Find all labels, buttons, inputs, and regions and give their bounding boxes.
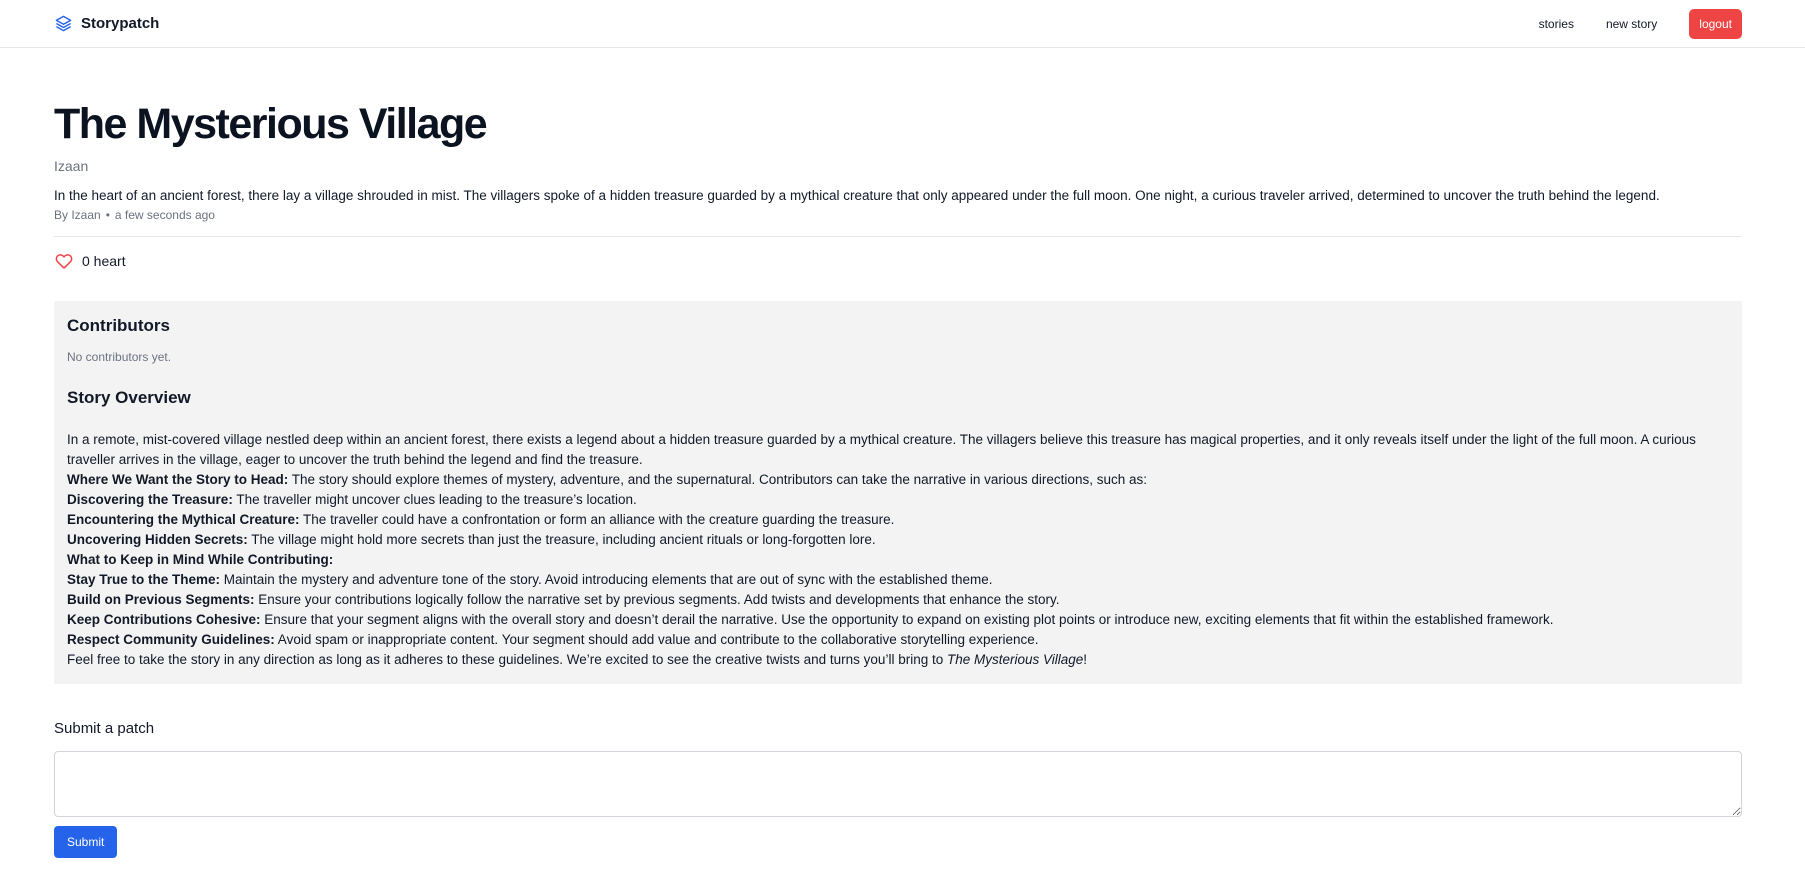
heart-icon [54,251,74,271]
nav-links [1539,9,1742,39]
overview-text: In a remote, mist-covered village nestled deep within an ancient forest, there exists a legend about a hidden treasure guarded by a mythical creature. The villagers believe this treasure has magical properties, and it only reveals itself under the light of the full moon. A curious traveller arrives in the village, eager to uncover the truth behind the legend and find the treasure. [67,432,1696,467]
no-contributors-text: No contributors yet. [67,350,172,364]
closing-story-title: The Mysterious Village [946,652,1084,667]
overview-line [67,470,1729,490]
closing-punctuation: ! [1083,652,1088,667]
logout-button[interactable]: logout [1689,9,1742,39]
story-intro: In the heart of an ancient forest, there lay a village shrouded in mist. The villagers spoke of a hidden treasure guarded by a mythical creature that only appeared under the full moon. One night, a curious traveler arrived, determined to uncover the truth behind the legend. [54,188,1660,203]
overview-label: Discovering the Treasure: [67,492,233,507]
meta-separator: • [105,208,110,222]
top-navbar [0,0,1805,48]
brand-name: Storypatch [81,15,160,32]
divider [54,236,1742,237]
overview-heading: Story Overview [67,388,191,407]
heart-row [54,251,1742,271]
overview-text: Maintain the mystery and adventure tone of the story. Avoid introducing elements that are out of sync with the established theme. [220,572,993,587]
overview-label: Stay True to the Theme: [67,572,221,587]
overview-text: The traveller might uncover clues leading to the treasure’s location. [232,492,637,507]
overview-line [67,430,1729,470]
overview-line [67,590,1729,610]
patch-label: Submit a patch [54,720,155,737]
story-author: Izaan [54,158,89,174]
overview-label: Respect Community Guidelines: [67,632,275,647]
overview-line [67,570,1729,590]
overview-label: Build on Previous Segments: [67,592,255,607]
overview-text: The traveller could have a confrontation or form an alliance with the creature guarding the treasure. [299,512,895,527]
submit-button[interactable]: Submit [54,826,117,858]
closing-text: Feel free to take the story in any direction as long as it adheres to these guidelines. We’re excited to see the creative twists and turns you’ll bring to [67,652,947,667]
overview-label: Uncovering Hidden Secrets: [67,532,248,547]
story-byline: By Izaan [54,208,101,222]
heart-count: 0 heart [82,253,126,269]
contributors-heading: Contributors [67,316,170,335]
nav-link-stories[interactable]: stories [1538,16,1574,31]
overview-body [67,430,1729,670]
brand-link[interactable] [54,14,159,33]
story-timestamp: a few seconds ago [114,208,215,222]
patch-input[interactable] [54,751,1742,817]
overview-line [67,610,1729,630]
overview-text: Ensure your contributions logically follow the narrative set by previous segments. Add twists and developments that enhance the story. [254,592,1060,607]
overview-line [67,490,1729,510]
overview-text: The story should explore themes of mystery, adventure, and the supernatural. Contributors can take the narrative in various directions, such as: [288,472,1147,487]
overview-label: Encountering the Mythical Creature: [67,512,300,527]
story-info-panel [54,301,1742,684]
overview-label: Where We Want the Story to Head: [67,472,289,487]
overview-line [67,630,1729,650]
story-meta [54,208,1742,222]
overview-closing [67,650,1729,670]
nav-link-new-story[interactable]: new story [1605,16,1658,31]
overview-text: Ensure that your segment aligns with the overall story and doesn’t derail the narrative. Use the opportunity to expand on existing plot points or introduce new, exciting elements that fit within the established framework. [260,612,1554,627]
overview-label: Keep Contributions Cohesive: [67,612,261,627]
overview-line [67,510,1729,530]
overview-line [67,550,1729,570]
overview-text: Avoid spam or inappropriate content. Your segment should add value and contribute to the collaborative storytelling experience. [274,632,1039,647]
overview-label: What to Keep in Mind While Contributing: [67,552,334,567]
heart-button[interactable] [54,251,74,271]
story-title: The Mysterious Village [54,100,487,148]
story-page [0,98,1805,858]
layers-icon [54,14,73,33]
overview-line [67,530,1729,550]
overview-text: The village might hold more secrets than just the treasure, including ancient rituals or long-forgotten lore. [247,532,876,547]
